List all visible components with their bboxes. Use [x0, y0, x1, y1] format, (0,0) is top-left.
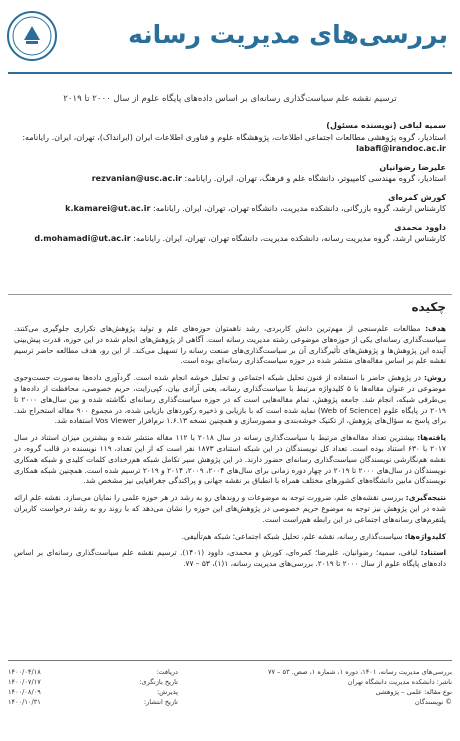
abstract-citation: [14, 548, 446, 570]
conclusion-label: نتیجه‌گیری:: [405, 493, 446, 503]
article-title: ترسیم نقشه علم سیاست‌گذاری رسانه‌ای بر اساس داده‌های پایگاه علوم از سال ۲۰۰۰ تا ۲۰۱۹: [63, 94, 397, 104]
section-divider: [8, 294, 452, 295]
author-entry: [20, 162, 446, 185]
author-name: داوود محمدی: [394, 222, 446, 232]
keywords-label: کلیدواژه‌ها:: [404, 531, 446, 541]
author-affiliation: کارشناس ارشد، گروه مدیریت رسانه، دانشکده مدیریت، دانشگاه تهران، تهران، ایران. رایانامه:: [133, 234, 446, 243]
journal-name: بررسی‌های مدیریت رسانه: [128, 19, 448, 49]
author-name: سمیه لبافی (نویسنده مسئول): [326, 121, 446, 130]
date-label: پذیرش:: [156, 688, 178, 696]
abstract-findings: [14, 433, 446, 487]
method-text: در پژوهش حاضر با استفاده از فنون تحلیل شبکه اجتماعی و تحلیل خوشه انجام شده است. گردآوری داده‌ها به‌صورت جست‌وجوی موضوعی در عنوان مقاله‌ها با ۵ کلیدواژه مرتبط با سیاست‌گذاری رسانه، یعنی آزادی بیان، کپی‌رایت، حریم خصوصی، محافظت از داده‌ها و بی‌طرفی شبکه، انجام شد. جامعه پژوهش، تمام مقاله‌هایی است که در حوزه سیاست‌گذاری رسانه‌ای نگاشته شده و بین سال‌های ۲۰۰۰ تا ۲۰۱۹ در پایگاه علوم (Web of Science) نمایه شده است که با بازیابی و ذخیره رکوردهای بازیابی شده، در مجموع ۹۰۰ مقاله استخراج شد. برای پاسخ به سؤال‌های پژوهش، از تکنیک خوشه‌بندی و مصورسازی و همچنین نسخه ۱.۶.۱۳ نرم‌افزار Vos Viewer استفاده شد.: [14, 373, 447, 426]
abstract-conclusion: [14, 493, 446, 525]
date-value: ۱۴۰۰/۰۷/۱۷: [8, 678, 41, 686]
abstract-heading: چکیده: [411, 300, 446, 314]
author-email[interactable]: labafi@irandoc.ac.ir: [356, 144, 446, 153]
author-name: کورش کمره‌ای: [388, 192, 446, 202]
article-footer: [8, 660, 452, 737]
author-name: علیرضا رضوانیان: [379, 162, 446, 172]
goal-text: مطالعات علم‌سنجی از مهم‌ترین دانش کاربردی، رشد ناهمتوان حوزه‌های علم و تولید پژوهش‌های تکراری جلوگیری می‌کنند. سیاست‌گذاری رسانه‌ای یکی از حوزه‌های موضوعی رشته مدیریت رسانه است. آگاهی از پژوهش‌های انجام شده در این حوزه، قدرت پیش‌بینی آینده این پژوهش‌ها و پژوهش‌های تأثیرگذاری آن بر سیاست‌گذاری‌های صنعت رسانه را تسهیل می‌کند. از این رو، هدف مطالعه حاضر ترسیم نقشه علم بر اساس مقاله‌های منتشر شده در حوزه سیاست‌گذاری رسانه‌ای بوده است.: [14, 324, 446, 366]
date-row: [8, 667, 178, 677]
date-row: [8, 677, 178, 687]
date-value: ۱۴۰۰/۱۰/۳۱: [8, 698, 41, 706]
journal-line: بررسی‌های مدیریت رسانه، ۱۴۰۱، دوره ۱، شماره ۱، صص. ۵۳ – ۷۷: [267, 668, 452, 676]
date-label: تاریخ انتشار:: [143, 698, 178, 706]
journal-line: نوع مقاله: علمی – پژوهشی: [375, 688, 452, 696]
conclusion-text: بررسی نقشه‌های علم، ضرورت توجه به موضوعات و روندهای رو به رشد در هر حوزه علمی را نمایان می‌سازد. نقشه علم ارائه شده در این پژوهش نیز توجه به موضوع حریم خصوصی در پژوهش‌های این حوزه را نشان می‌دهد که با روند رو به رشد درخواست کاربران پلتفرم‌های رسانه‌های اجتماعی در این رابطه هم‌راست است.: [14, 493, 446, 524]
date-value: ۱۴۰۰/۰۸/۰۹: [8, 688, 41, 696]
date-label: تاریخ بازنگری:: [139, 678, 178, 686]
journal-header: [0, 0, 460, 78]
date-label: دریافت:: [156, 668, 178, 676]
citation-text: لبافی، سمیه؛ رضوانیان، علیرضا؛ کمره‌ای، کورش و محمدی، داوود (۱۴۰۱). ترسیم نقشه علم سیاست‌گذاری رسانه‌ای بر اساس داده‌های پایگاه علوم از سال ۲۰۰۰ تا ۲۰۱۹. بررسی‌های مدیریت رسانه، ۱(۱)، ۵۳ – ۷۷.: [14, 548, 446, 569]
author-entry: [20, 120, 446, 155]
date-row: [8, 687, 178, 697]
journal-line: © نویسندگان: [414, 698, 452, 706]
article-dates: [8, 667, 178, 707]
author-email[interactable]: d.mohamadi@ut.ac.ir: [34, 234, 131, 243]
author-affiliation: استادیار، گروه پژوهشی مطالعات اجتماعی اطلاعات، پژوهشگاه علوم و فناوری اطلاعات ایران (ایرانداک)، تهران، ایران. رایانامه:: [22, 132, 446, 142]
date-row: [8, 697, 178, 707]
author-affiliation: کارشناس ارشد، گروه بازرگانی، دانشکده مدیریت، دانشگاه تهران، تهران، ایران. رایانامه:: [153, 204, 446, 213]
author-affiliation: استادیار، گروه مهندسی کامپیوتر، دانشگاه علم و فرهنگ، تهران، ایران. رایانامه:: [184, 174, 446, 183]
abstract-keywords: [14, 532, 446, 543]
author-entry: [20, 192, 446, 215]
author-email[interactable]: k.kamarei@ut.ac.ir: [65, 204, 151, 213]
author-entry: [20, 222, 446, 245]
journal-line: ناشر: دانشکده مدیریت دانشگاه تهران: [347, 678, 452, 686]
journal-info: [192, 667, 452, 707]
findings-text: بیشترین تعداد مقاله‌های مرتبط با سیاست‌گذاری رسانه در سال ۲۰۱۸ با ۱۱۲ مقاله منتشر شده و بیشترین میزان استناد در سال ۲۰۱۷ با ۶۳۰ استناد بوده است. تعداد کل نویسندگان در این شبکه استنادی ۱۸۷۳ نفر است که از این تعداد، ۱۱۹ نویسنده در قالب گروه، در نقشه هم‌نگارشی نویسندگان سیاست‌گذاری رسانه‌ای حضور دارند. در این پژوهش سیر تکامل شبکه هم‌رخدادی کلمات کلیدی و شبکه همکاری نویسندگان در سال‌های ۲۰۰۰ تا ۲۰۱۹ در چهار دوره زمانی برای سال‌های ۲۰۰۴، ۲۰۰۹، ۲۰۱۴ و ۲۰۱۹ ترسیم شده است. همچنین شبکه همکاری نویسندگان مابین دانشگاه‌های کشورهای مختلف همراه با انطباق بر نقشه جهانی و پراکندگی جغرافیایی نیز مشخص شد.: [14, 433, 446, 486]
author-email[interactable]: rezvanian@usc.ac.ir: [91, 174, 182, 183]
citation-label: استناد:: [420, 548, 447, 558]
author-list: [20, 120, 446, 252]
abstract-body: [14, 324, 446, 576]
header-rule: [8, 72, 452, 74]
keywords-text: سیاست‌گذاری رسانه، نقشه علم، تحلیل شبکه اجتماعی؛ شبکه هم‌تألیفی.: [181, 531, 403, 541]
date-value: ۱۴۰۰/۰۴/۱۸: [8, 668, 41, 676]
journal-brand: [128, 16, 448, 52]
university-logo: [6, 10, 58, 62]
goal-label: هدف:: [425, 324, 446, 333]
abstract-method: [14, 373, 446, 427]
findings-label: یافته‌ها:: [417, 433, 446, 443]
method-label: روش:: [423, 373, 446, 383]
abstract-goal: [14, 324, 446, 367]
